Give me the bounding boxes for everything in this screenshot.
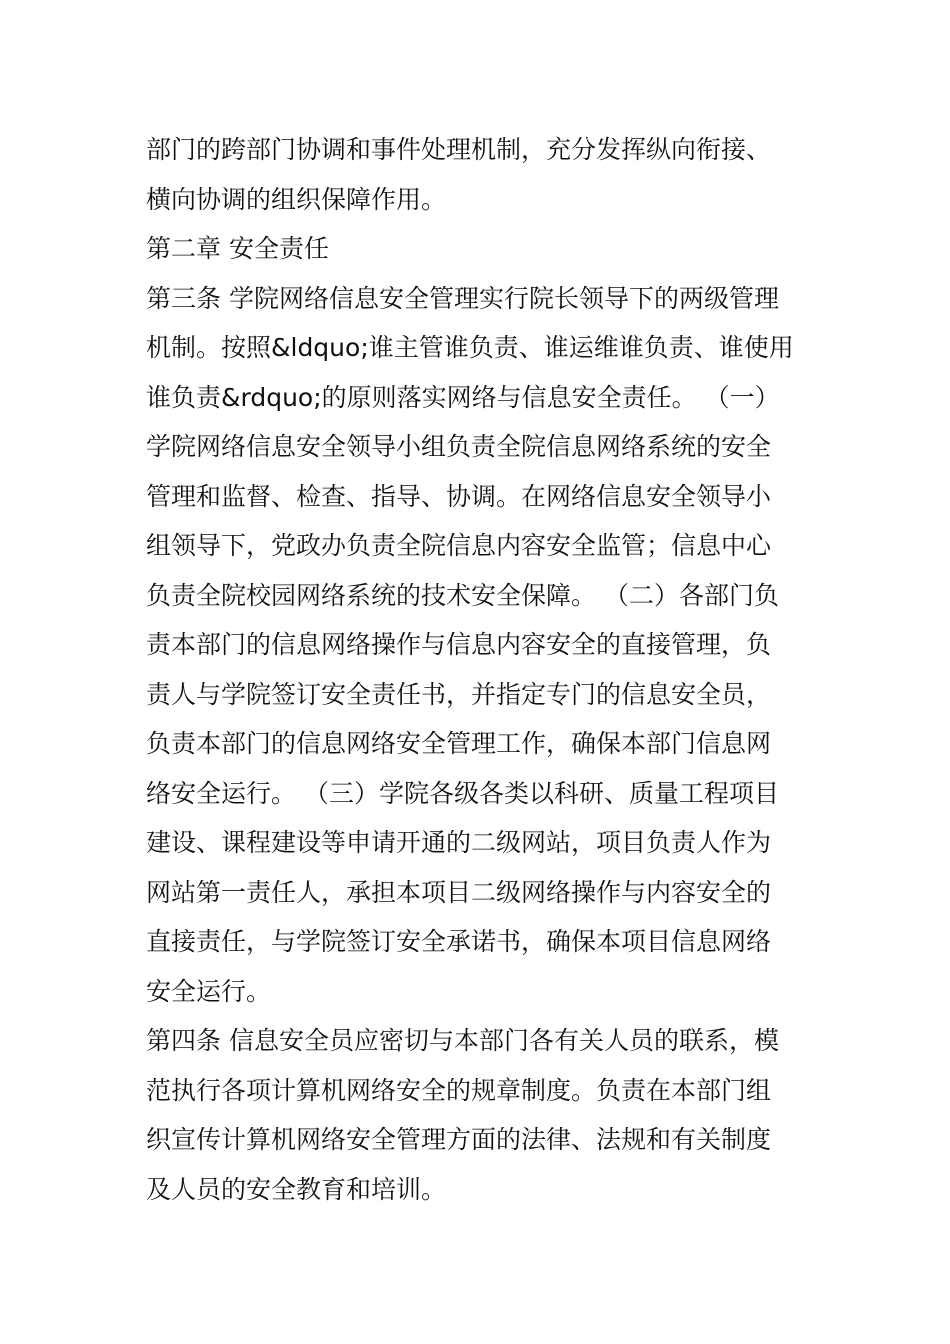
text-line: 网站第一责任人，承担本项目二级网络操作与内容安全的 xyxy=(146,877,772,907)
text-line: 负责本部门的信息网络安全管理工作，确保本部门信息网 xyxy=(146,729,772,758)
text-line: 部门的跨部门协调和事件处理机制，充分发挥纵向衔接、 xyxy=(146,135,772,164)
text-line: 直接责任，与学院签订安全承诺书，确保本项目信息网络 xyxy=(146,927,772,956)
text-line: 及人员的安全教育和培训。 xyxy=(146,1174,447,1204)
article-4-line: 第四条 信息安全员应密切与本部门各有关人员的联系，模 xyxy=(146,1026,779,1055)
text-line: 范执行各项计算机网络安全的规章制度。负责在本部门组 xyxy=(146,1075,772,1105)
text-line: 谁负责&rdquo;的原则落实网络与信息安全责任。 （一） xyxy=(146,382,780,412)
chapter-heading: 第二章 安全责任 xyxy=(146,234,329,263)
text-line: 建设、课程建设等申请开通的二级网站，项目负责人作为 xyxy=(146,828,772,857)
text-line: 络安全运行。 （三）学院各级各类以科研、质量工程项目 xyxy=(146,778,779,808)
text-line: 机制。按照&ldquo;谁主管谁负责、谁运维谁负责、谁使用 xyxy=(146,333,794,362)
text-line: 责本部门的信息网络操作与信息内容安全的直接管理，负 xyxy=(146,630,772,659)
text-line: 负责全院校园网络系统的技术安全保障。 （二）各部门负 xyxy=(146,580,779,610)
text-line: 织宣传计算机网络安全管理方面的法律、法规和有关制度 xyxy=(146,1125,772,1154)
text-line: 管理和监督、检查、指导、协调。在网络信息安全领导小 xyxy=(146,481,772,511)
text-line: 组领导下，党政办负责全院信息内容安全监管；信息中心 xyxy=(146,531,772,560)
text-line: 安全运行。 xyxy=(146,976,272,1006)
text-line: 横向协调的组织保障作用。 xyxy=(146,184,447,214)
article-3-line: 第三条 学院网络信息安全管理实行院长领导下的两级管理 xyxy=(146,283,779,313)
text-line: 责人与学院签订安全责任书，并指定专门的信息安全员， xyxy=(146,679,772,709)
text-line: 学院网络信息安全领导小组负责全院信息网络系统的安全 xyxy=(146,432,772,461)
document-body xyxy=(146,125,810,1214)
